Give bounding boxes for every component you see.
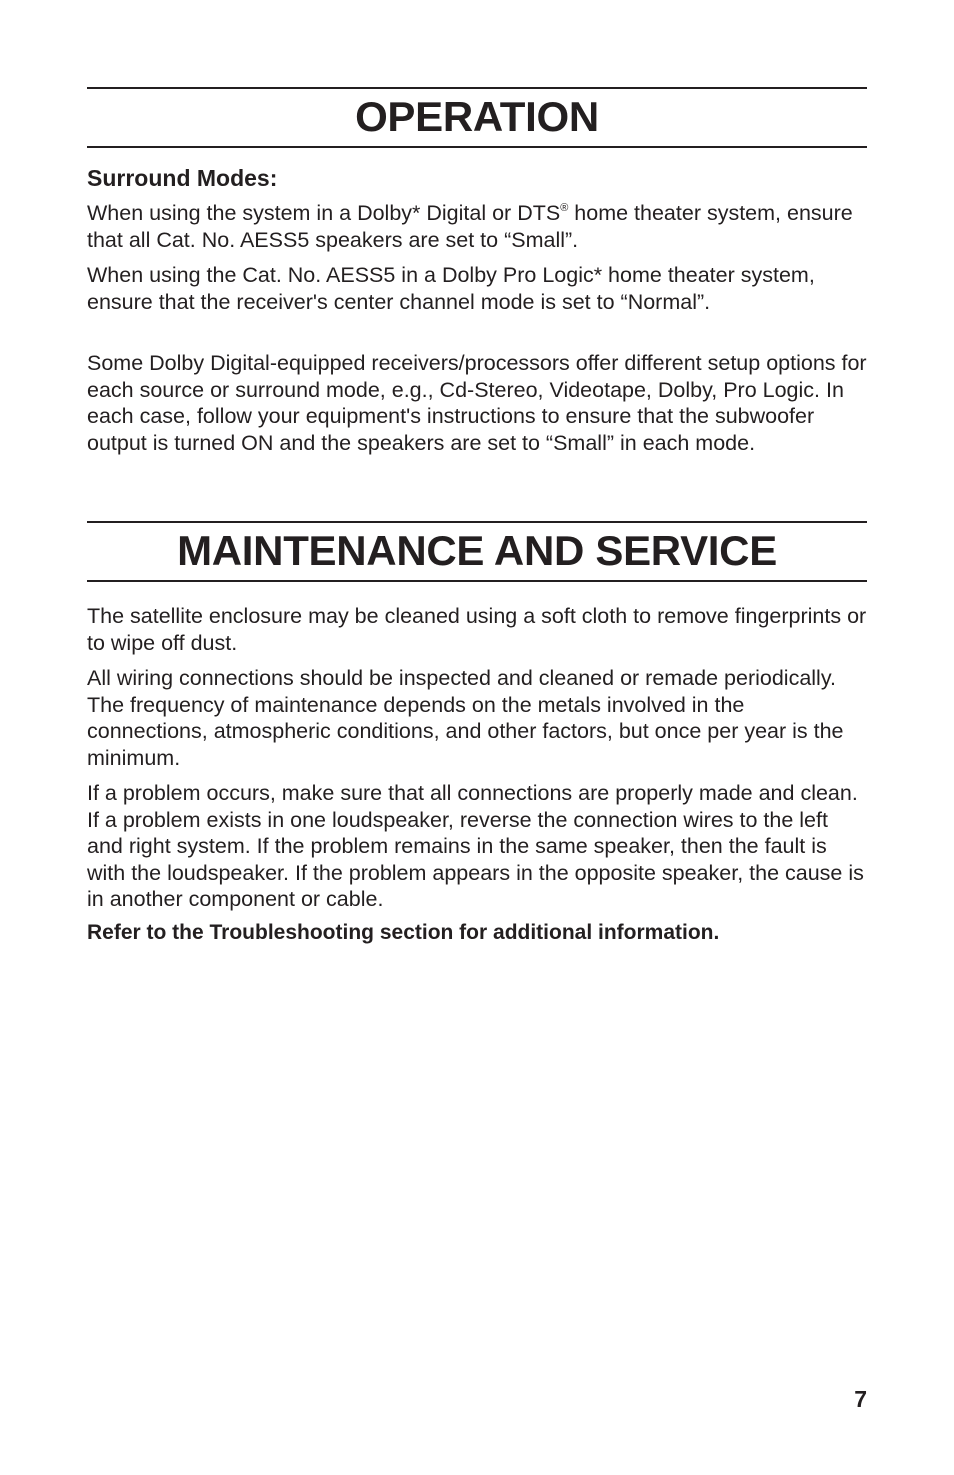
operation-heading: OPERATION [87,87,867,148]
surround-paragraph-1 [87,200,869,253]
troubleshooting-note: Refer to the Troubleshooting section for additional information. [87,921,720,944]
surround-paragraph-1-end: home theater system, ensure that all Cat. No. AESS5 speakers are set to “Small”. [87,201,853,252]
page-number: 7 [854,1386,867,1412]
surround-paragraph-3: Some Dolby Digital-equipped receivers/processors offer different setup options for each source or surround mode, e.g., Cd-Stereo, Videotape, Dolby, Pro Logic. In each case, follow your equipment's instructions to ensure that the subwoofer output is turned ON and the speakers are set to “Small” in each mode. [87,351,867,455]
maintenance-paragraph-2: All wiring connections should be inspected and cleaned or remade periodically. The frequency of maintenance depends on the metals involved in the connections, atmospheric conditions, and other factors, but once per year is the minimum. [87,666,844,770]
surround-paragraph-2: When using the Cat. No. AESS5 in a Dolby Pro Logic* home theater system, ensure that the receiver's center channel mode is set to “Normal”. [87,263,815,314]
maintenance-heading: MAINTENANCE AND SERVICE [87,521,867,582]
surround-paragraph-1-start: When using the system in a Dolby* Digital or DTS [87,201,561,225]
surround-modes-subheading: Surround Modes: [87,165,278,191]
maintenance-paragraph-1: The satellite enclosure may be cleaned using a soft cloth to remove fingerprints or to wipe off dust. [87,604,867,655]
registered-mark: ® [560,202,569,214]
maintenance-paragraph-3: If a problem occurs, make sure that all connections are properly made and clean. If a problem exists in one loudspeaker, reverse the connection wires to the left and right system. If the problem remains in the same speaker, then the fault is with the loudspeaker. If the problem appears in the opposite speaker, the cause is in another component or cable. [87,781,864,911]
